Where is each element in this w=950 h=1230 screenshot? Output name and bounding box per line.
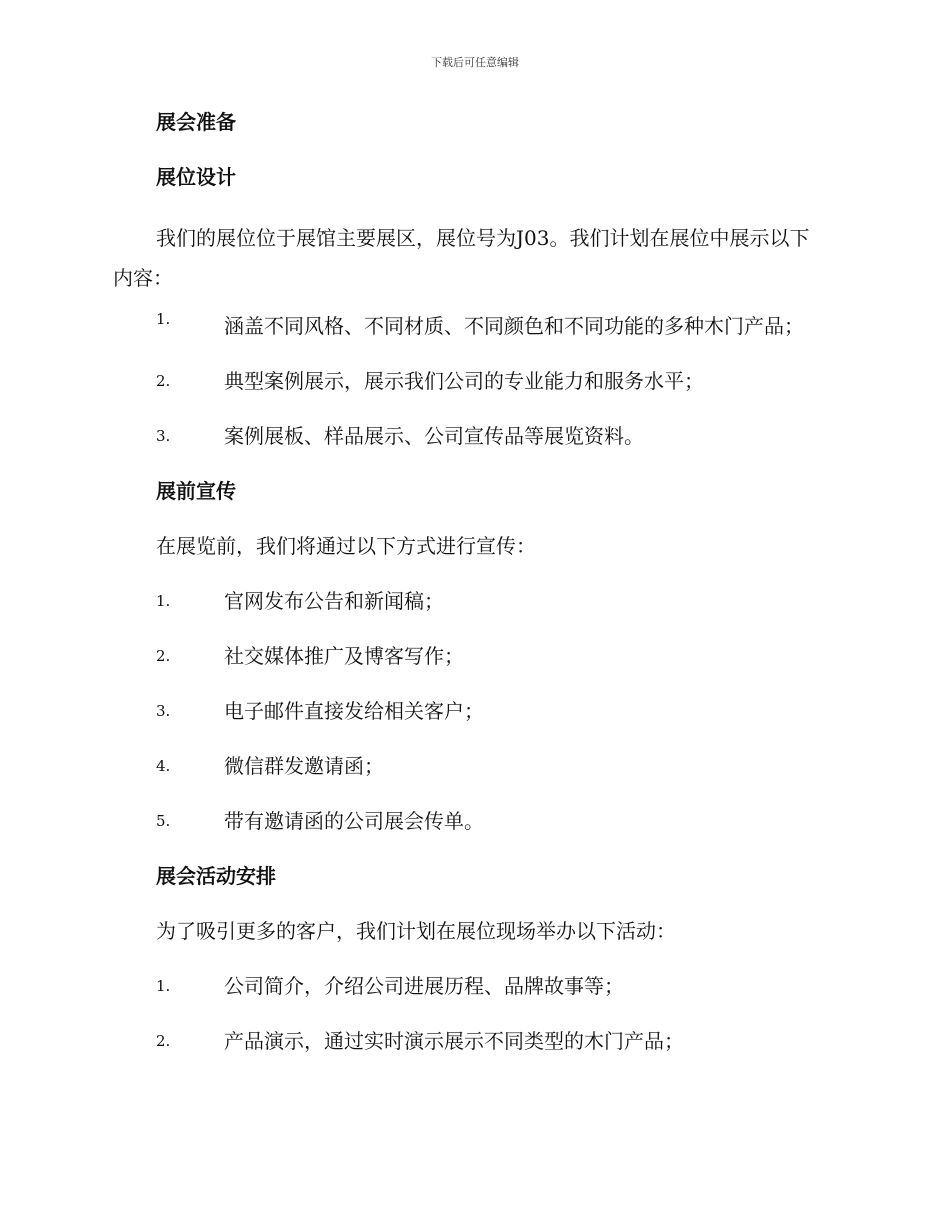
- activities-intro: 为了吸引更多的客户，我们计划在展位现场举办以下活动：: [156, 919, 676, 943]
- section-heading-activities: 展会活动安排: [156, 864, 276, 888]
- promotion-intro: 在展览前，我们将通过以下方式进行宣传：: [156, 534, 536, 558]
- list-text: 公司简介，介绍公司进展历程、品牌故事等；: [224, 974, 624, 998]
- list-number: 4.: [156, 757, 171, 775]
- list-number: 2.: [156, 1032, 171, 1050]
- list-item: [113, 752, 823, 780]
- list-text: 涵盖不同风格、不同材质、不同颜色和不同功能的多种木门产品；: [224, 314, 804, 338]
- list-text: 案例展板、样品展示、公司宣传品等展览资料。: [224, 424, 644, 448]
- document-body: [113, 108, 823, 1082]
- list-number: 5.: [156, 812, 171, 830]
- list-text: 产品演示，通过实时演示展示不同类型的木门产品；: [224, 1029, 684, 1053]
- list-number: 1.: [156, 977, 171, 995]
- section-heading-promotion: 展前宣传: [156, 479, 236, 503]
- list-number: 3.: [156, 702, 171, 720]
- list-number: 1.: [156, 310, 171, 328]
- list-item: [113, 587, 823, 615]
- page-header-note: 下载后可任意编辑: [431, 56, 519, 69]
- list-item: [113, 807, 823, 835]
- list-number: 2.: [156, 372, 171, 390]
- list-number: 3.: [156, 427, 171, 445]
- list-text: 官网发布公告和新闻稿；: [224, 589, 444, 613]
- list-item: [113, 697, 823, 725]
- list-item: [113, 1027, 823, 1055]
- list-number: 1.: [156, 592, 171, 610]
- list-text: 微信群发邀请函；: [224, 754, 384, 778]
- section-heading-booth-design: 展位设计: [156, 165, 236, 189]
- list-text: 社交媒体推广及博客写作；: [224, 644, 464, 668]
- booth-design-intro: 我们的展位位于展馆主要展区，展位号为J03。我们计划在展位中展示以下内容：: [113, 226, 810, 290]
- list-item: [113, 305, 823, 347]
- list-item: [113, 972, 823, 1000]
- main-heading: 展会准备: [156, 110, 236, 134]
- list-item: [113, 367, 823, 395]
- list-text: 带有邀请函的公司展会传单。: [224, 809, 484, 833]
- list-text: 典型案例展示，展示我们公司的专业能力和服务水平；: [224, 369, 704, 393]
- list-item: [113, 422, 823, 450]
- list-number: 2.: [156, 647, 171, 665]
- list-text: 电子邮件直接发给相关客户；: [224, 699, 484, 723]
- list-item: [113, 642, 823, 670]
